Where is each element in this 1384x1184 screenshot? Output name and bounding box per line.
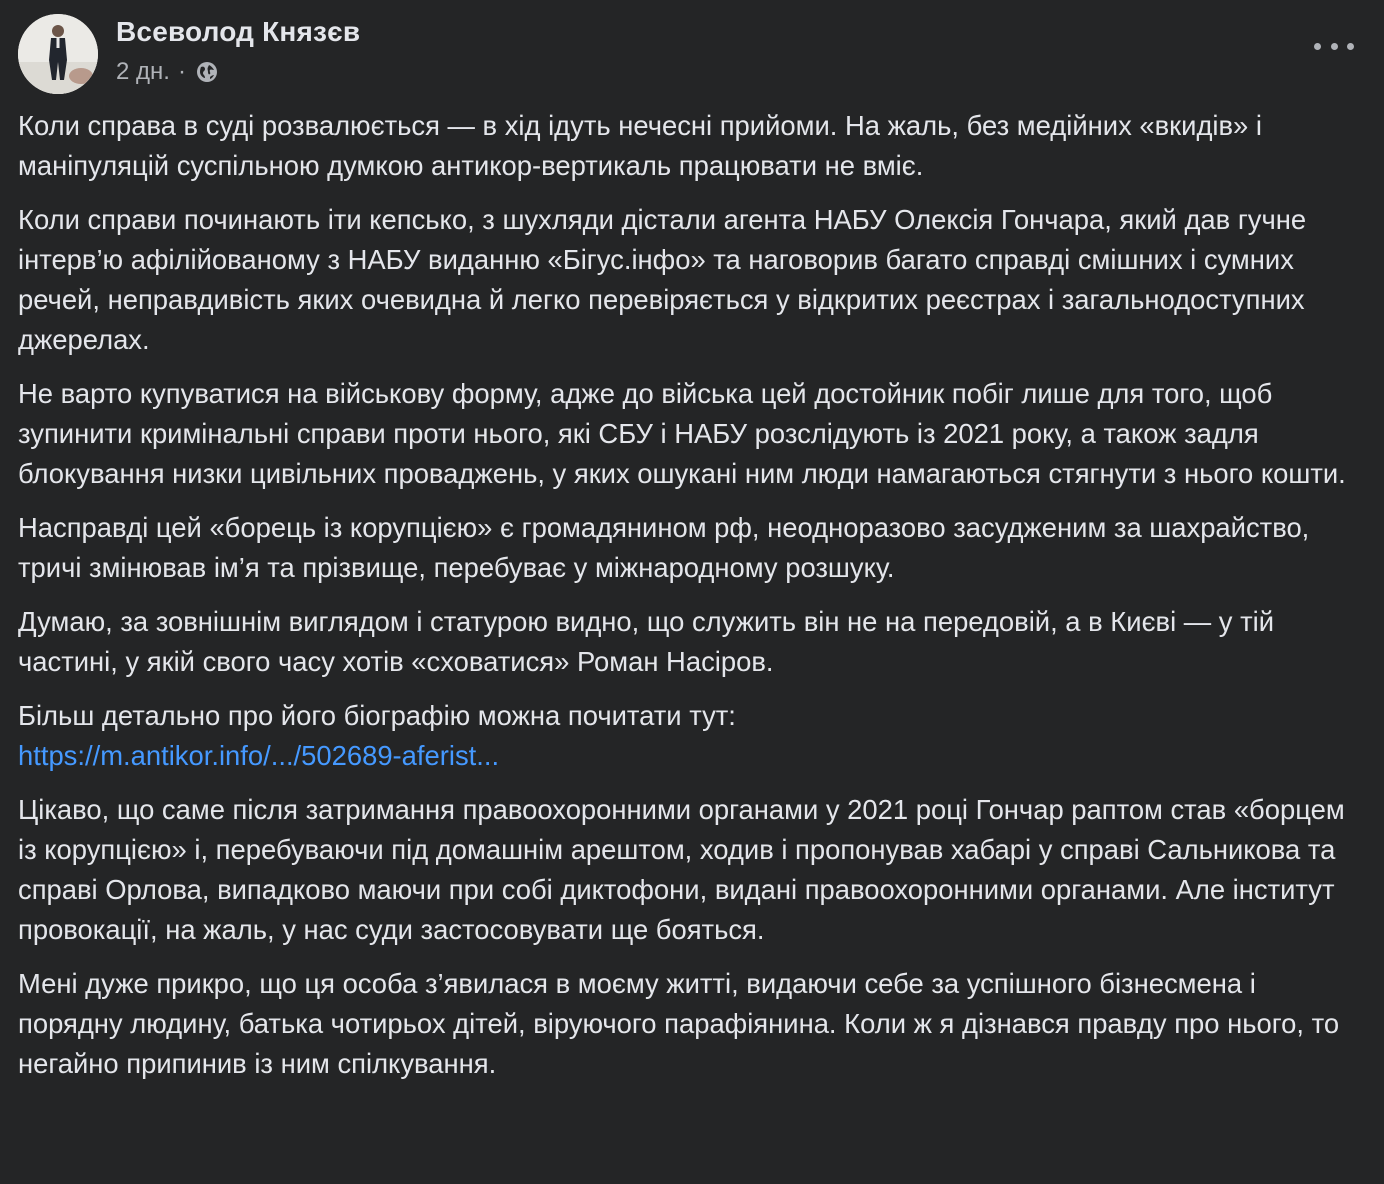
post-paragraph-link — [18, 696, 1368, 776]
post-meta — [116, 58, 218, 86]
author-avatar[interactable] — [18, 14, 98, 94]
globe-icon[interactable] — [196, 61, 218, 83]
link-intro-text: Більш детально про його біографію можна почитати тут: — [18, 700, 736, 731]
more-options-button[interactable] — [1314, 36, 1354, 56]
post-header — [18, 14, 1368, 90]
post-paragraph: Коли справи починають іти кепсько, з шухляди дістали агента НАБУ Олексія Гончара, який дав гучне інтерв’ю афілійованому з НАБУ виданню «Бігус.інфо» та наговорив багато справді смішних і сумних речей, неправдивість яких очевидна й легко перевіряється у відкритих реєстрах і загальнодоступних джерелах. — [18, 204, 1307, 355]
author-name[interactable]: Всеволод Князєв — [116, 16, 361, 47]
post-paragraph: Цікаво, що саме після затримання правоохоронними органами у 2021 році Гончар раптом став «борцем із корупцією» і, перебуваючи під домашнім арештом, ходив і пропонував хабарі у справі Сальникова та справі Орлова, випадково маючи при собі диктофони, видані правоохоронними органами. Але інститут провокації, на жаль, у нас суди застосовувати ще бояться. — [18, 794, 1345, 945]
post-paragraph: Коли справа в суді розвалюється — в хід ідуть нечесні прийоми. На жаль, без медійних «вкидів» і маніпуляцій суспільною думкою антикор-вертикаль працювати не вміє. — [18, 110, 1262, 181]
post-timestamp[interactable]: 2 дн. — [116, 58, 170, 85]
more-dots-icon — [1347, 43, 1354, 50]
post-paragraph: Насправді цей «борець із корупцією» є громадянином рф, неодноразово засудженим за шахрайство, тричі змінював ім’я та прізвище, перебуває у міжнародному розшуку. — [18, 512, 1310, 583]
post-text — [18, 106, 1368, 1098]
avatar-photo-icon — [18, 14, 98, 94]
external-link[interactable]: https://m.antikor.info/.../502689-aferist... — [18, 740, 500, 771]
post-paragraph: Мені дуже прикро, що ця особа з’явилася в моєму житті, видаючи себе за успішного бізнесмена і порядну людину, батька чотирьох дітей, віруючого парафіянина. Коли ж я дізнався правду про нього, то негайно припинив із ним спілкування. — [18, 968, 1340, 1079]
meta-separator: · — [177, 58, 186, 85]
more-dots-icon — [1314, 43, 1321, 50]
more-dots-icon — [1331, 43, 1338, 50]
post-paragraph: Не варто купуватися на військову форму, адже до війська цей достойник побіг лише для того, щоб зупинити кримінальні справи проти нього, які СБУ і НАБУ розслідують із 2021 року, а також задля блокування низки цивільних проваджень, у яких ошукані ним люди намагаються стягнути з нього кошти. — [18, 378, 1346, 489]
post-paragraph: Думаю, за зовнішнім виглядом і статурою видно, що служить він не на передовій, а в Києві — у тій частині, у якій свого часу хотів «сховатися» Роман Насіров. — [18, 606, 1275, 677]
